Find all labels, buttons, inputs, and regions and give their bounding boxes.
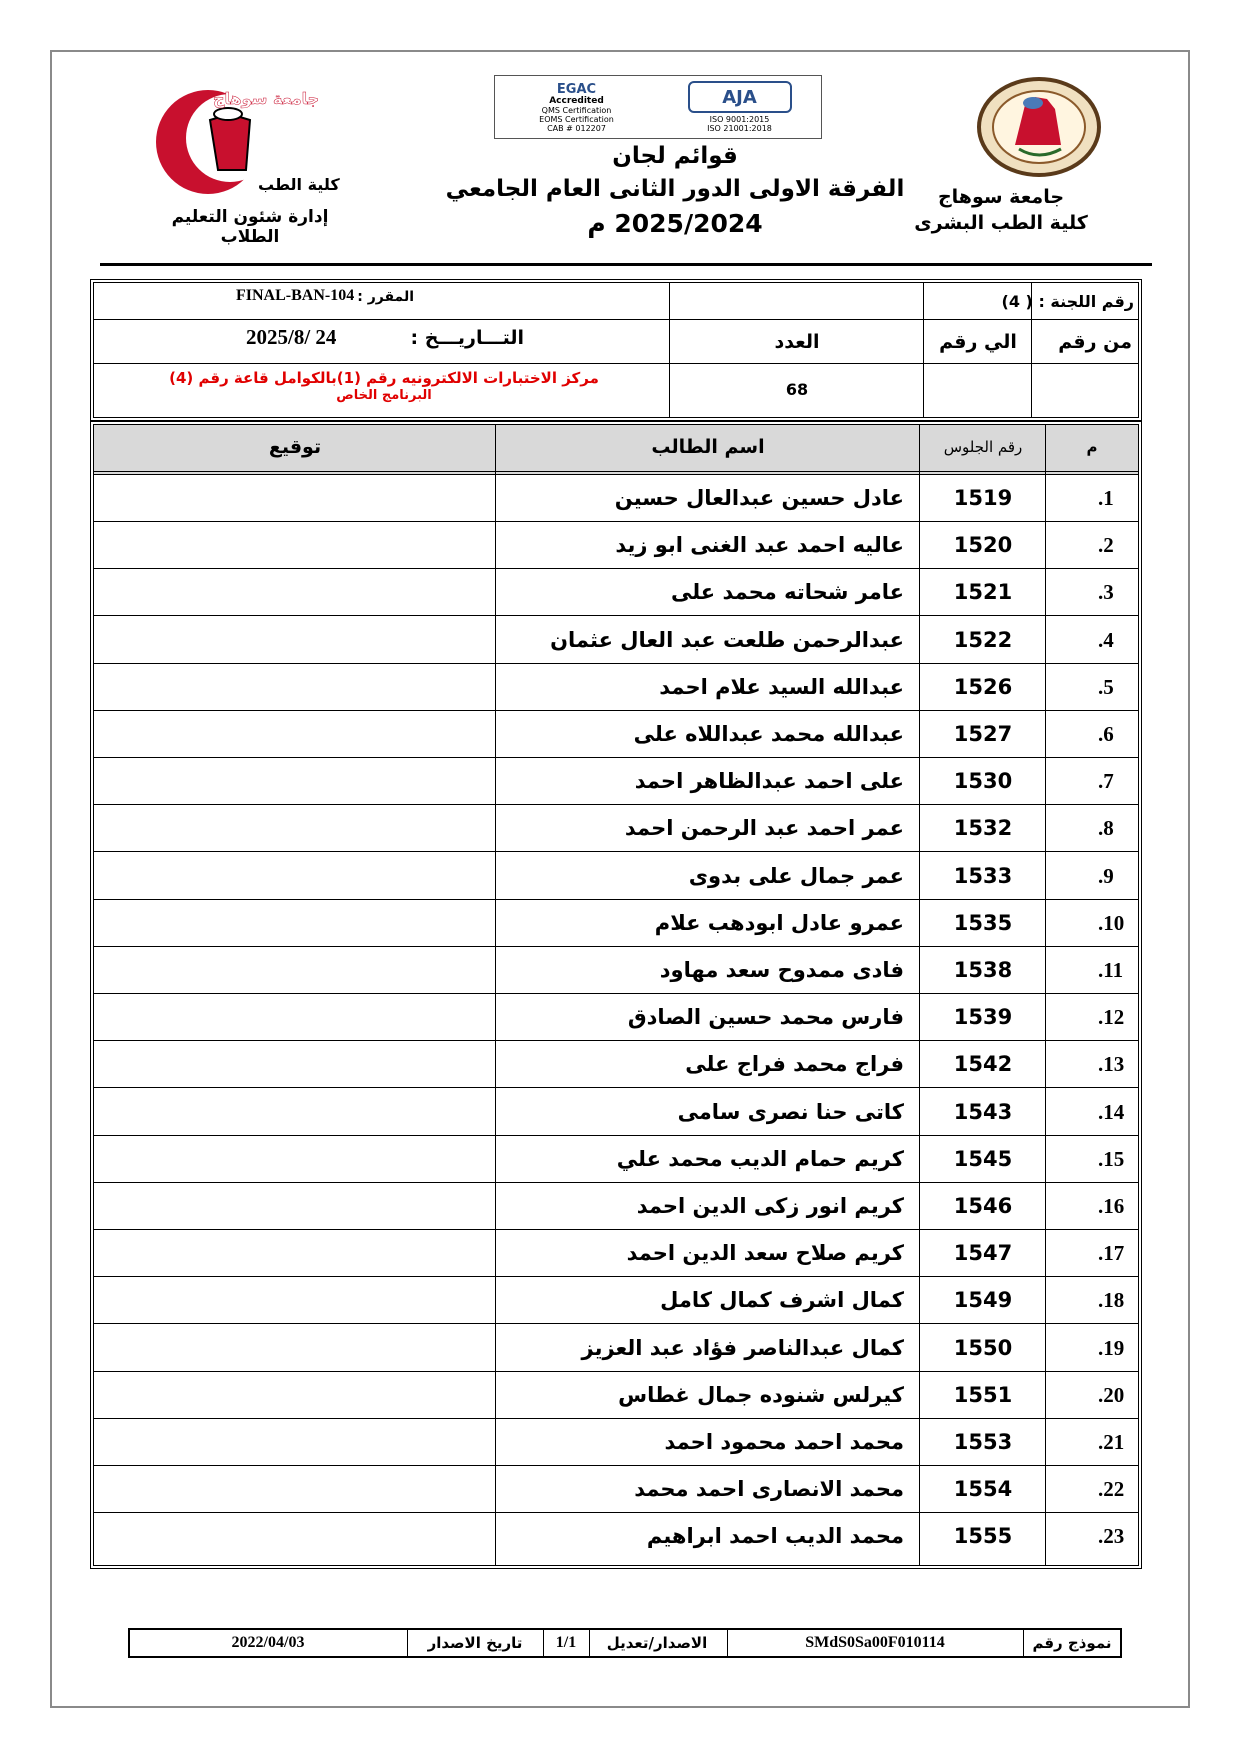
student-name: فادى ممدوح سعد مهاود bbox=[659, 958, 904, 982]
date-cell bbox=[94, 323, 674, 361]
signature-cell bbox=[94, 853, 496, 899]
seat-number: 1535 bbox=[953, 910, 1013, 935]
divider bbox=[407, 1630, 408, 1656]
title-line-1: قوائم لجان bbox=[612, 143, 738, 169]
seat-number: 1547 bbox=[953, 1241, 1013, 1266]
form-code: SMdS0Sa00F010114 bbox=[805, 1634, 945, 1651]
student-name: عمر جمال على بدوى bbox=[688, 863, 904, 888]
divider bbox=[727, 1630, 728, 1656]
student-name: عبدالرحمن طلعت عبد العال عثمان bbox=[550, 627, 904, 652]
table-row bbox=[94, 1419, 1138, 1466]
seat-number: 1555 bbox=[953, 1524, 1013, 1549]
table-row bbox=[94, 994, 1138, 1041]
seat-number: 1542 bbox=[953, 1052, 1013, 1077]
row-number: .10 bbox=[1098, 910, 1125, 935]
student-name: محمد الانصارى احمد محمد bbox=[634, 1477, 904, 1502]
row-number: .7 bbox=[1098, 769, 1114, 794]
table-row bbox=[94, 853, 1138, 900]
signature-cell bbox=[94, 1183, 496, 1229]
program-text: البرنامج الخاص bbox=[336, 388, 432, 403]
seat-number: 1549 bbox=[953, 1288, 1013, 1313]
faculty-name: كلية الطب البشرى bbox=[914, 212, 1088, 234]
divider bbox=[1023, 1630, 1024, 1656]
row-number: .16 bbox=[1098, 1194, 1125, 1218]
svg-text:كلية الطب: كلية الطب bbox=[258, 175, 340, 194]
table-body bbox=[94, 475, 1138, 1565]
title-line-3: 2025/2024 م bbox=[587, 209, 763, 238]
committee-info-table bbox=[90, 279, 1142, 421]
row-number: .13 bbox=[1098, 1052, 1125, 1077]
signature-cell bbox=[94, 947, 496, 993]
egac-logo: EGAC Accredited QMS Certification EOMS Certification CAB # 012207 bbox=[539, 81, 614, 133]
row-number: .14 bbox=[1098, 1099, 1125, 1124]
divider bbox=[589, 1630, 590, 1656]
to-number-label: الي رقم bbox=[939, 331, 1017, 353]
table-row bbox=[94, 569, 1138, 616]
table-row bbox=[94, 1041, 1138, 1088]
student-name: عبدالله محمد عبداللاه على bbox=[633, 722, 904, 746]
signature-cell bbox=[94, 805, 496, 851]
seat-number: 1539 bbox=[953, 1005, 1013, 1030]
table-row bbox=[94, 1277, 1138, 1324]
row-number: .20 bbox=[1098, 1382, 1125, 1407]
signature-cell bbox=[94, 1466, 496, 1512]
row-number: .3 bbox=[1098, 580, 1114, 605]
from-number-label: من رقم bbox=[1058, 331, 1132, 353]
table-row bbox=[94, 1183, 1138, 1230]
table-row bbox=[94, 947, 1138, 994]
table-row bbox=[94, 475, 1138, 522]
student-name: عامر شحاته محمد على bbox=[670, 580, 904, 605]
count-label: العدد bbox=[774, 331, 820, 353]
university-name: جامعة سوهاج bbox=[937, 186, 1065, 208]
faculty-logo-icon bbox=[118, 80, 340, 198]
department-name: إدارة شئون التعليم الطلاب bbox=[171, 207, 329, 247]
table-row bbox=[94, 664, 1138, 711]
seat-number: 1546 bbox=[953, 1194, 1013, 1218]
seat-number: 1550 bbox=[953, 1335, 1013, 1360]
title-line-2: الفرقة الاولى الدور الثانى العام الجامعي bbox=[445, 176, 905, 202]
table-row bbox=[94, 522, 1138, 569]
signature-cell bbox=[94, 1372, 496, 1418]
row-number: .6 bbox=[1098, 722, 1114, 746]
student-name: فارس محمد حسين الصادق bbox=[627, 1005, 904, 1030]
divider bbox=[94, 319, 1138, 320]
student-name: فراج محمد فراج على bbox=[685, 1052, 904, 1077]
student-name: كيرلس شنوده جمال غطاس bbox=[618, 1382, 904, 1407]
signature-cell bbox=[94, 1089, 496, 1135]
signature-cell bbox=[94, 1513, 496, 1559]
seat-number: 1527 bbox=[953, 722, 1013, 746]
table-row bbox=[94, 1372, 1138, 1419]
header-signature: توقيع bbox=[268, 436, 322, 458]
table-row bbox=[94, 1325, 1138, 1372]
row-number: .4 bbox=[1098, 627, 1114, 652]
issue-date-label: تاريخ الاصدار bbox=[427, 1634, 523, 1652]
row-number: .2 bbox=[1098, 533, 1114, 558]
certification-logos bbox=[494, 75, 822, 139]
seat-number: 1520 bbox=[953, 533, 1013, 558]
header-num: م bbox=[1086, 438, 1098, 456]
seat-number: 1533 bbox=[953, 863, 1013, 888]
exam-location bbox=[114, 369, 654, 405]
table-row bbox=[94, 1513, 1138, 1560]
seat-number: 1521 bbox=[953, 580, 1013, 605]
signature-cell bbox=[94, 1277, 496, 1323]
header-seat: رقم الجلوس bbox=[943, 438, 1023, 456]
seat-number: 1543 bbox=[953, 1099, 1013, 1124]
seat-number: 1538 bbox=[953, 958, 1013, 982]
row-number: .22 bbox=[1098, 1477, 1125, 1502]
signature-cell bbox=[94, 664, 496, 710]
students-table bbox=[90, 421, 1142, 1569]
seat-number: 1519 bbox=[953, 486, 1013, 510]
university-seal-icon bbox=[975, 75, 1103, 180]
course-label: المقرر : bbox=[357, 289, 414, 305]
row-number: .11 bbox=[1098, 958, 1124, 982]
table-row bbox=[94, 1230, 1138, 1277]
seat-number: 1545 bbox=[953, 1146, 1013, 1171]
row-number: .17 bbox=[1098, 1241, 1125, 1266]
divider bbox=[543, 1630, 544, 1656]
university-block bbox=[901, 184, 1101, 236]
table-row bbox=[94, 711, 1138, 758]
student-name: كريم صلاح سعد الدين احمد bbox=[626, 1241, 904, 1266]
row-number: .19 bbox=[1098, 1335, 1125, 1360]
seat-number: 1526 bbox=[953, 674, 1013, 699]
row-number: .5 bbox=[1098, 674, 1114, 699]
edition-value: 1/1 bbox=[555, 1634, 577, 1651]
student-name: كريم انور زكى الدين احمد bbox=[636, 1194, 904, 1218]
table-row bbox=[94, 1466, 1138, 1513]
table-row bbox=[94, 805, 1138, 852]
signature-cell bbox=[94, 1419, 496, 1465]
student-name: عبدالله السيد علام احمد bbox=[659, 674, 904, 699]
table-row bbox=[94, 900, 1138, 947]
student-name: كمال اشرف كمال كامل bbox=[660, 1288, 904, 1313]
table-row bbox=[94, 1136, 1138, 1183]
issue-date: 2022/04/03 bbox=[231, 1634, 305, 1651]
signature-cell bbox=[94, 617, 496, 663]
signature-cell bbox=[94, 758, 496, 804]
row-number: .12 bbox=[1098, 1005, 1125, 1030]
row-number: .23 bbox=[1098, 1524, 1125, 1549]
divider bbox=[94, 363, 1138, 364]
student-name: محمد احمد محمود احمد bbox=[664, 1430, 904, 1454]
row-number: .15 bbox=[1098, 1146, 1125, 1171]
row-number: .1 bbox=[1098, 486, 1114, 510]
signature-cell bbox=[94, 1041, 496, 1087]
location-text: مركز الاختبارات الالكترونيه رقم (1)بالكوامل قاعة رقم (4) bbox=[169, 369, 599, 387]
aja-logo: AJA ISO 9001:2015 ISO 21001:2018 bbox=[658, 76, 821, 138]
seat-number: 1554 bbox=[953, 1477, 1013, 1502]
table-header bbox=[94, 425, 1138, 475]
header-student-name: اسم الطالب bbox=[651, 436, 765, 458]
signature-cell bbox=[94, 569, 496, 615]
signature-cell bbox=[94, 994, 496, 1040]
student-name: عادل حسين عبدالعال حسين bbox=[614, 486, 904, 510]
course-cell bbox=[94, 287, 674, 317]
date-label: التـــاريـــخ : bbox=[410, 327, 524, 349]
row-number: .21 bbox=[1098, 1430, 1125, 1454]
seat-number: 1551 bbox=[953, 1382, 1013, 1407]
student-name: كمال عبدالناصر فؤاد عبد العزيز bbox=[581, 1335, 904, 1360]
seat-number: 1532 bbox=[953, 816, 1013, 841]
student-name: كاتى حنا نصرى سامى bbox=[677, 1099, 904, 1124]
svg-text:جامعة سوهاج: جامعة سوهاج bbox=[213, 89, 320, 108]
student-name: عمر احمد عبد الرحمن احمد bbox=[624, 816, 904, 841]
student-name: محمد الديب احمد ابراهيم bbox=[646, 1524, 904, 1549]
committee-number: رقم اللجنة : ( 4) bbox=[1001, 292, 1134, 311]
header-divider bbox=[100, 263, 1152, 266]
signature-cell bbox=[94, 1325, 496, 1371]
signature-cell bbox=[94, 1136, 496, 1182]
row-number: .8 bbox=[1098, 816, 1114, 841]
signature-cell bbox=[94, 711, 496, 757]
form-footer bbox=[128, 1628, 1122, 1658]
student-name: عمرو عادل ابودهب علام bbox=[654, 910, 904, 935]
student-name: كريم حمام الديب محمد علي bbox=[616, 1146, 904, 1171]
row-number: .18 bbox=[1098, 1288, 1125, 1313]
edition-label: الاصدار/تعديل bbox=[606, 1634, 708, 1652]
table-row bbox=[94, 617, 1138, 664]
signature-cell bbox=[94, 900, 496, 946]
student-name: على احمد عبدالظاهر احمد bbox=[634, 769, 904, 794]
seat-number: 1530 bbox=[953, 769, 1013, 794]
document-title bbox=[440, 140, 910, 242]
table-row bbox=[94, 1089, 1138, 1136]
table-row bbox=[94, 758, 1138, 805]
date-value: 2025/8/ 24 bbox=[246, 325, 337, 349]
row-number: .9 bbox=[1098, 863, 1114, 888]
signature-cell bbox=[94, 475, 496, 521]
count-value: 68 bbox=[785, 380, 809, 399]
seat-number: 1522 bbox=[953, 627, 1013, 652]
course-code: FINAL-BAN-104 bbox=[236, 287, 355, 304]
form-number-label: نموذج رقم bbox=[1032, 1634, 1112, 1652]
seat-number: 1553 bbox=[953, 1430, 1013, 1454]
signature-cell bbox=[94, 522, 496, 568]
student-name: عاليه احمد عبد الغنى ابو زيد bbox=[615, 533, 904, 558]
signature-cell bbox=[94, 1230, 496, 1276]
